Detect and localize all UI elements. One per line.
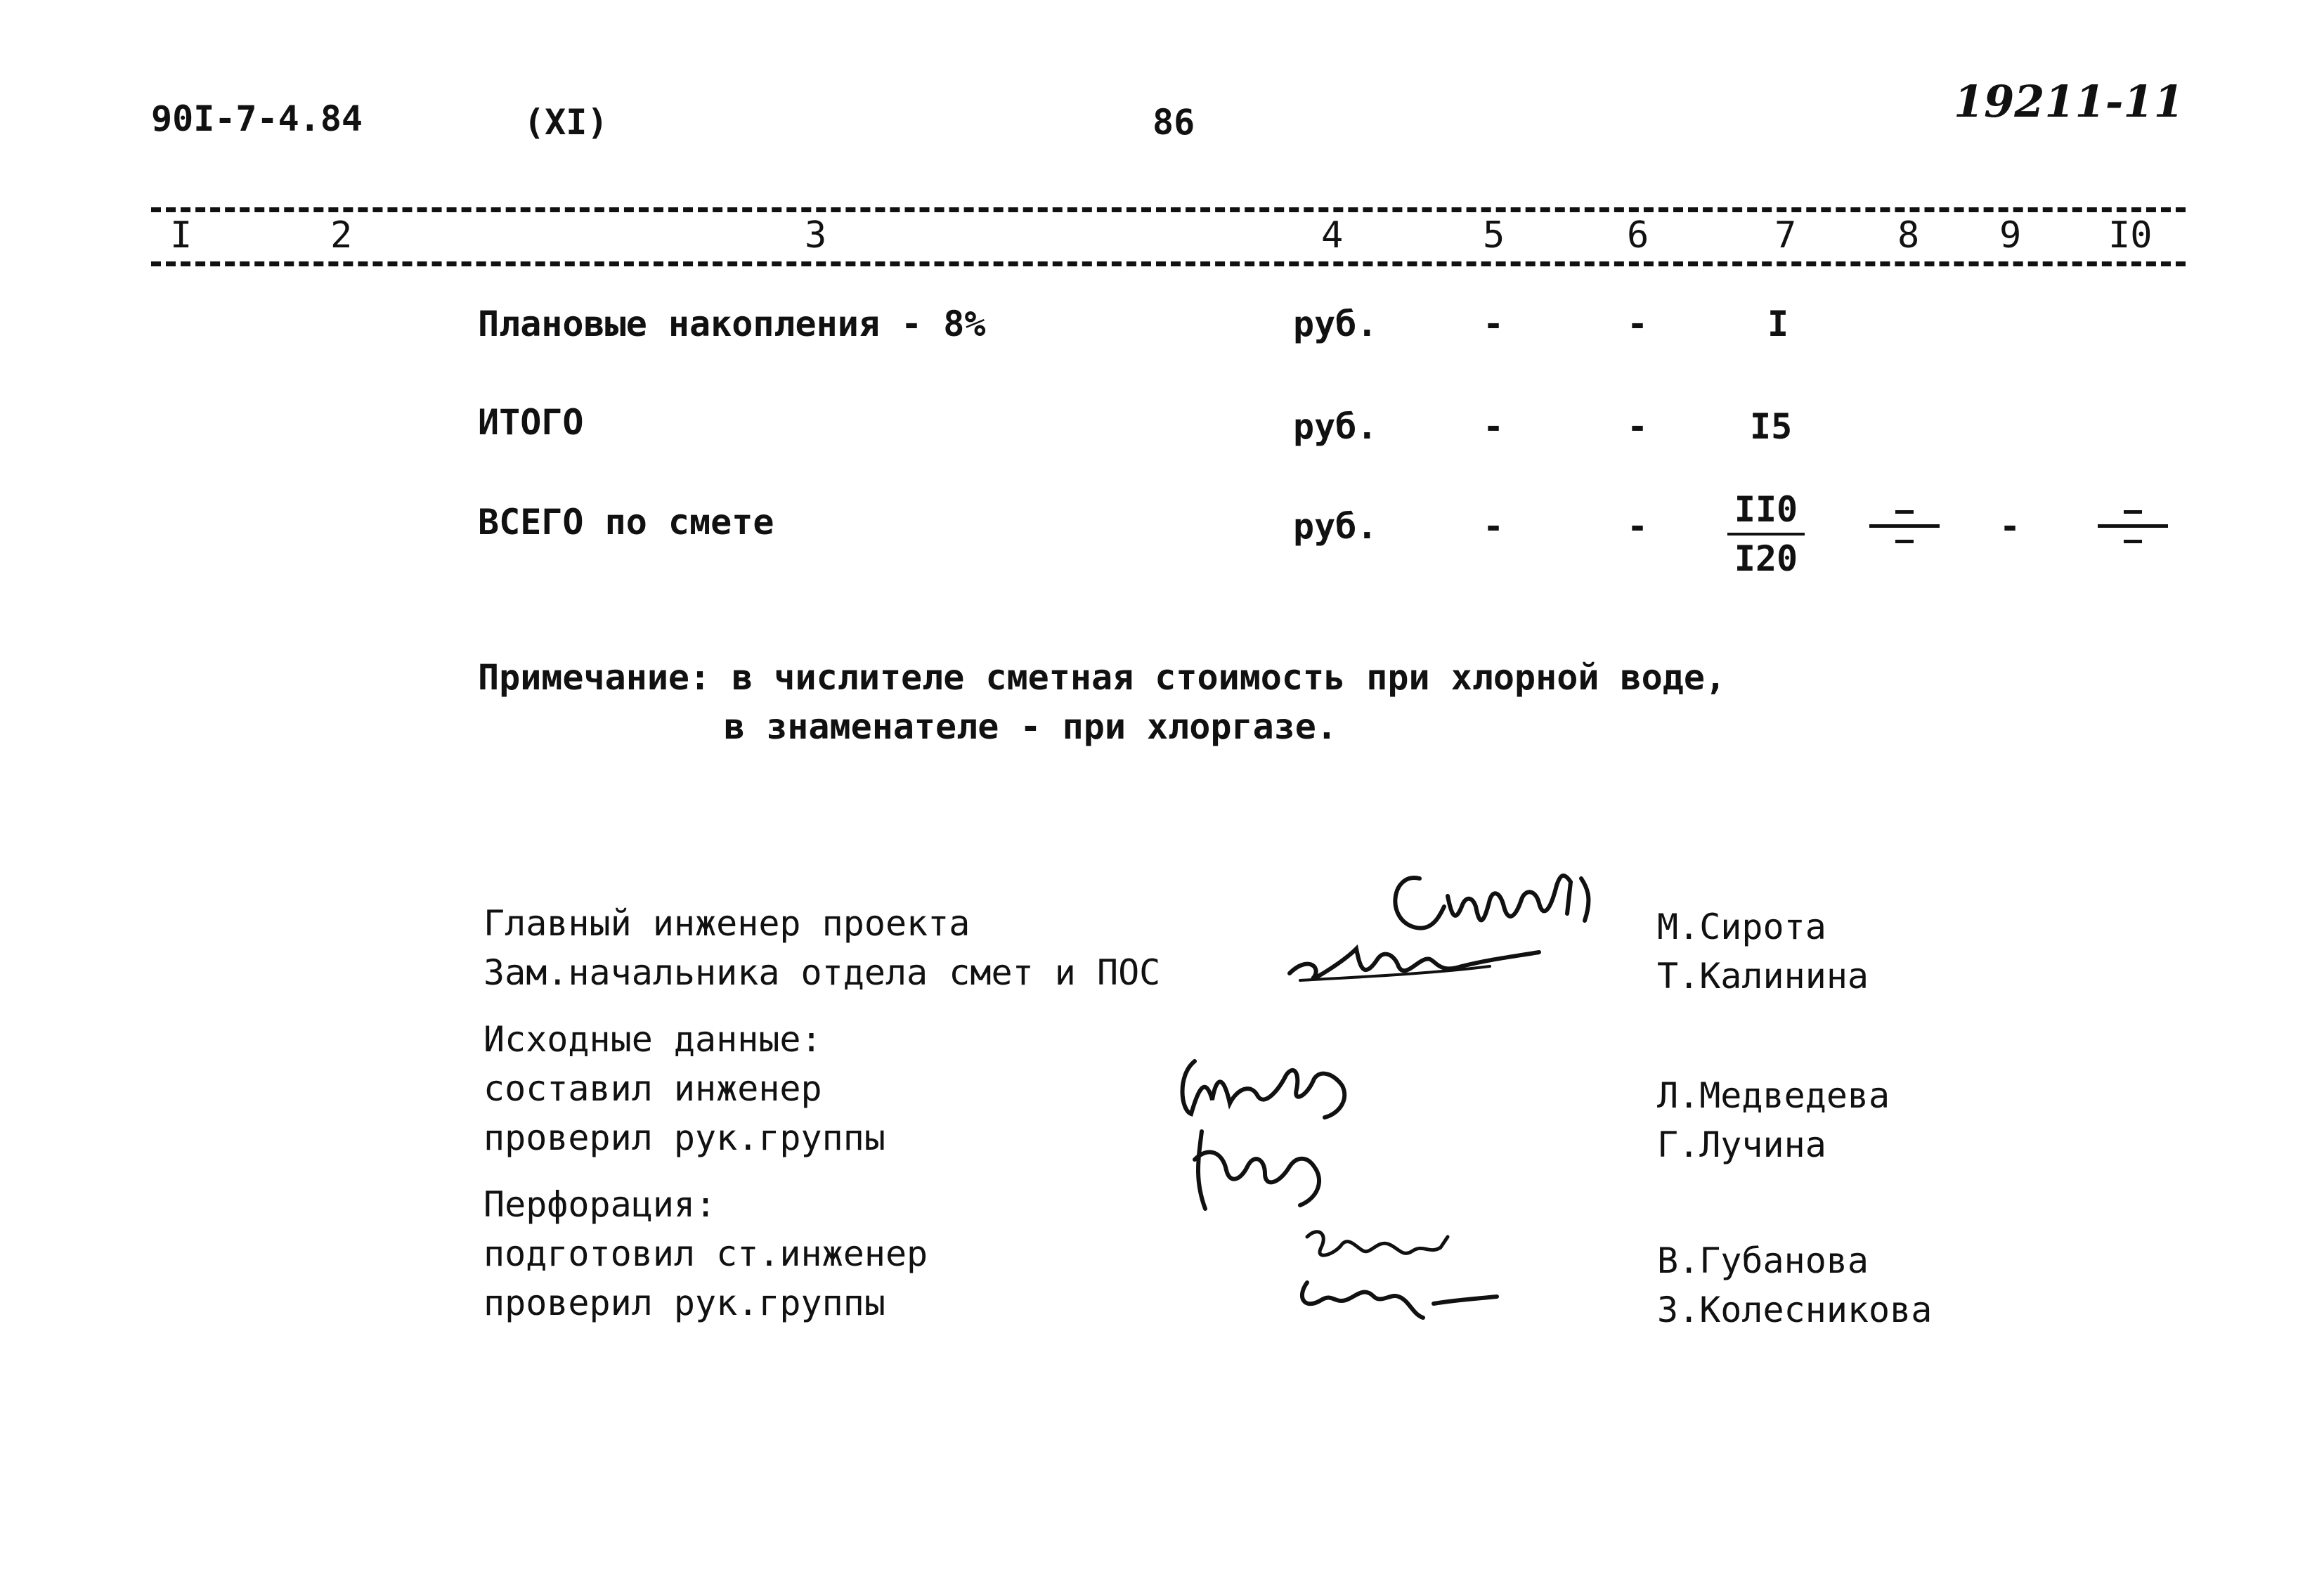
row-total-col9: - (1999, 506, 2021, 547)
perforation-heading: Перфорация: (483, 1184, 717, 1225)
signature-kalinina (1279, 928, 1546, 991)
row-subtotal-name: ИТОГО (478, 402, 584, 443)
column-number-4: 4 (1321, 214, 1344, 257)
row-planned-savings-unit: руб. (1293, 304, 1378, 344)
row-total-col6: - (1627, 506, 1649, 547)
fraction-numerator: II0 (1734, 489, 1798, 530)
signer-name-5: В.Губанова (1657, 1240, 1869, 1281)
column-number-1: I (170, 214, 193, 257)
signer-name-6: З.Колесникова (1657, 1290, 1933, 1330)
signer-name-2: Т.Калинина (1657, 956, 1869, 997)
row-subtotal-col6: - (1627, 406, 1649, 447)
col8-division-mark (1869, 506, 1940, 548)
fraction-bar (1727, 533, 1805, 536)
signature-kolesnikova (1293, 1265, 1504, 1328)
row-planned-savings-col7: I (1767, 304, 1789, 344)
row-planned-savings-col5: - (1483, 304, 1505, 344)
column-number-7: 7 (1774, 214, 1797, 257)
archive-number: 19211-11 (1954, 76, 2184, 127)
column-number-2: 2 (330, 214, 353, 257)
deputy-head-label: Зам.начальника отдела смет и ПОС (483, 952, 1161, 993)
row-subtotal-col7: I5 (1750, 406, 1793, 447)
signer-name-4: Г.Лучина (1657, 1124, 1826, 1165)
column-header-bottom-rule (151, 261, 2186, 266)
row-total-col5: - (1483, 506, 1505, 547)
note-line-2: в знаменателе - при хлоргазе. (724, 706, 1337, 747)
column-header-top-rule (151, 207, 2186, 212)
row-subtotal-col5: - (1483, 406, 1505, 447)
column-number-6: 6 (1627, 214, 1649, 257)
checked-by-label-1: проверил рук.группы (483, 1117, 885, 1158)
col10-division-mark (2098, 506, 2168, 548)
note-line-1: Примечание: в числителе сметная стоимость при хлорной воде, (478, 657, 1727, 698)
signature-luchina (1174, 1124, 1356, 1223)
column-number-3: 3 (805, 214, 827, 257)
column-number-8: 8 (1897, 214, 1920, 257)
source-data-heading: Исходные данные: (483, 1019, 822, 1060)
fraction-denominator: I20 (1734, 538, 1798, 579)
row-total-col7-fraction (1727, 489, 1805, 579)
row-planned-savings-col6: - (1627, 304, 1649, 344)
row-total-unit: руб. (1293, 506, 1378, 547)
compiled-by-label: составил инженер (483, 1068, 822, 1109)
page-number: 86 (1153, 102, 1195, 143)
signature-medvedeva (1174, 1047, 1370, 1124)
column-number-9: 9 (1999, 214, 2022, 257)
row-subtotal-unit: руб. (1293, 406, 1378, 447)
row-total-name: ВСЕГО по смете (478, 502, 774, 543)
section-number: (XI) (524, 102, 609, 143)
signer-name-1: М.Сирота (1657, 907, 1826, 947)
document-code: 90I-7-4.84 (151, 98, 363, 139)
column-number-10: I0 (2108, 214, 2153, 257)
checked-by-label-2: проверил рук.группы (483, 1283, 885, 1323)
prepared-by-label: подготовил ст.инженер (483, 1233, 928, 1274)
chief-engineer-label: Главный инженер проекта (483, 903, 971, 944)
signer-name-3: Л.Медведева (1657, 1075, 1890, 1116)
column-number-5: 5 (1483, 214, 1505, 257)
row-planned-savings-name: Плановые накопления - 8% (478, 304, 986, 344)
